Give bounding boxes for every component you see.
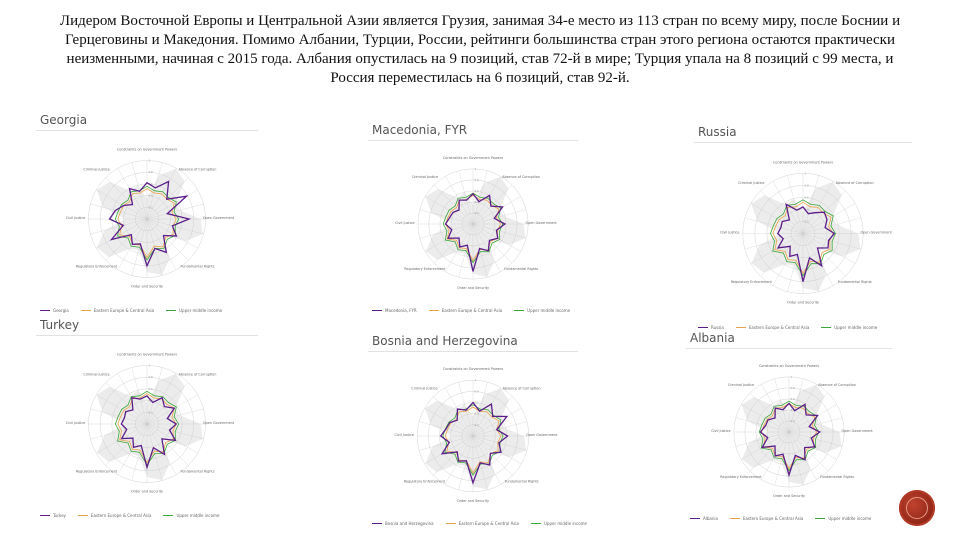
axis-label: Open Government <box>202 421 235 425</box>
axis-label: Open Government <box>841 429 873 433</box>
legend-item-country <box>40 513 66 518</box>
legend-item-country <box>40 308 69 313</box>
legend-item-region <box>429 308 502 313</box>
legend-swatch-region <box>736 327 746 329</box>
axis-label: Order and Security <box>130 284 164 289</box>
tick-label: 0.4 <box>148 194 153 198</box>
legend-swatch-country <box>690 518 700 520</box>
chart-panel-bosnia <box>368 334 587 526</box>
tick-label: 0.8 <box>474 178 479 182</box>
radar-chart <box>368 141 578 303</box>
axis-label: Civil Justice <box>394 433 414 437</box>
tick-label: 0.2 <box>474 423 479 427</box>
tick-label: 0.4 <box>790 409 795 412</box>
axis-label: Open Government <box>525 221 557 225</box>
legend-item-upper-income <box>815 516 871 521</box>
chart-title: Turkey <box>40 318 80 332</box>
legend-label: Macedonia, FYR <box>385 308 417 313</box>
legend-swatch-region <box>81 310 91 312</box>
axis-label: Order and Security <box>130 489 164 494</box>
legend-swatch-region <box>730 518 740 520</box>
legend-item-region <box>81 308 154 313</box>
tick-label: 1 <box>474 379 477 383</box>
legend-label: Eastern Europe & Central Asia <box>742 516 804 521</box>
axis-label: Order and Security <box>456 498 490 503</box>
legend-label: Eastern Europe & Central Asia <box>748 325 810 330</box>
chart-legend <box>690 516 871 521</box>
tick-label: 0.8 <box>474 390 479 394</box>
radar-chart <box>368 352 578 516</box>
tick-label: 1 <box>474 167 477 171</box>
axis-label: Civil Justice <box>395 221 415 225</box>
tick-label: 0.6 <box>474 190 479 193</box>
legend-item-country <box>690 516 718 521</box>
chart-title: Albania <box>690 331 735 345</box>
tick-label: 0.6 <box>474 401 479 405</box>
legend-label: Upper middle income <box>527 308 571 313</box>
axis-label: Criminal Justice <box>83 372 110 377</box>
axis-label: Fundamental Rights <box>504 479 539 484</box>
legend-label: Upper middle income <box>544 521 587 526</box>
axis-label: Regulatory Enforcement <box>720 475 762 479</box>
axis-label: Criminal Justice <box>83 167 110 172</box>
legend-label: Turkey <box>53 513 67 518</box>
legend-label: Upper middle income <box>834 325 878 330</box>
axis-label: Absence of Corruption <box>178 372 217 377</box>
axis-label: Absence of Corruption <box>502 175 541 179</box>
chart-legend <box>698 325 877 330</box>
legend-item-upper-income <box>514 308 570 313</box>
radar-chart <box>694 143 912 320</box>
intro-paragraph: Лидером Восточной Европы и Центральной Азии является Грузия, занимая 34-е место из 113 стран по всему миру, после Боснии и Герцеговины и Македония. Помимо Албании, Турции, России, рейтинги большинства стран этого региона остаются практически неизменными, начиная с 2015 года. Албания опустилась на 9 позиций, став 72-й в мире; Турция упала на 8 позиций с 99 места, и Россия переместилась на 6 позиций, став 92-й. <box>59 13 901 86</box>
axis-label: Open Government <box>860 230 892 235</box>
axis-label: Constraints on Government Powers <box>773 160 833 165</box>
legend-swatch-upper-income <box>166 310 176 312</box>
chart-title: Russia <box>698 125 737 139</box>
chart-legend <box>372 308 570 313</box>
axis-label: Fundamental Rights <box>837 280 872 285</box>
tick-label: 0.4 <box>474 412 479 416</box>
tick-label: 0.6 <box>804 196 809 200</box>
axis-label: Civil Justice <box>720 230 740 235</box>
legend-item-country <box>698 325 724 330</box>
legend-swatch-country <box>40 515 50 517</box>
chart-title: Macedonia, FYR <box>372 123 468 137</box>
tick-label: 1 <box>148 364 151 368</box>
legend-label: Eastern Europe & Central Asia <box>91 513 152 518</box>
chart-legend <box>40 513 219 518</box>
chart-panel-georgia <box>36 113 258 313</box>
tick-label: 1 <box>790 375 793 379</box>
legend-item-upper-income <box>821 325 877 330</box>
axis-label: Fundamental Rights <box>820 475 855 479</box>
axis-label: Constraints on Government Powers <box>759 363 819 368</box>
legend-item-region <box>730 516 803 521</box>
legend-swatch-country <box>40 310 50 312</box>
legend-swatch-upper-income <box>821 327 831 329</box>
legend-item-region <box>736 325 809 330</box>
tick-label: 0.2 <box>148 206 153 210</box>
legend-swatch-country <box>372 310 382 312</box>
legend-label: Eastern Europe & Central Asia <box>441 308 503 313</box>
chart-legend <box>40 308 222 313</box>
tick-label: 0.8 <box>148 376 153 380</box>
legend-item-region <box>78 513 151 518</box>
legend-swatch-region <box>446 523 456 525</box>
legend-label: Russia <box>711 325 724 330</box>
legend-swatch-upper-income <box>163 515 173 517</box>
axis-label: Regulatory Enforcement <box>75 469 118 474</box>
axis-label: Absence of Corruption <box>178 167 217 172</box>
axis-label: Fundamental Rights <box>180 469 215 474</box>
axis-label: Constraints on Government Powers <box>117 352 177 357</box>
legend-label: Upper middle income <box>176 513 220 518</box>
tick-label: 0.2 <box>804 220 809 224</box>
legend-item-country <box>372 521 434 526</box>
legend-label: Upper middle income <box>179 308 223 313</box>
legend-item-country <box>372 308 417 313</box>
legend-label: Eastern Europe & Central Asia <box>93 308 155 313</box>
tick-label: 0.6 <box>148 182 153 186</box>
legend-swatch-region <box>429 310 439 312</box>
axis-label: Civil Justice <box>65 421 86 425</box>
chart-panel-macedonia <box>368 123 578 313</box>
tick-label: 1 <box>804 172 807 176</box>
tick-label: 0.6 <box>148 387 153 391</box>
axis-label: Criminal Justice <box>411 386 438 391</box>
axis-label: Regulatory Enforcement <box>75 264 118 269</box>
axis-label: Absence of Corruption <box>835 180 874 185</box>
chart-panel-turkey <box>36 318 258 518</box>
legend-swatch-upper-income <box>531 523 541 525</box>
axis-label: Absence of Corruption <box>818 383 857 387</box>
legend-item-region <box>446 521 519 526</box>
axis-label: Criminal Justice <box>727 383 755 387</box>
legend-label: Eastern Europe & Central Asia <box>458 521 519 526</box>
tick-label: 0.4 <box>474 201 479 204</box>
axis-label: Civil Justice <box>65 216 86 220</box>
axis-label: Fundamental Rights <box>180 264 215 269</box>
tick-label: 1 <box>148 159 151 163</box>
legend-label: Georgia <box>53 308 69 313</box>
chart-title: Georgia <box>40 113 88 127</box>
legend-item-upper-income <box>166 308 222 313</box>
axis-label: Criminal Justice <box>738 180 765 185</box>
axis-label: Criminal Justice <box>411 175 439 179</box>
tick-label: 0.8 <box>148 171 153 175</box>
axis-label: Regulatory Enforcement <box>404 267 446 271</box>
axis-label: Order and Security <box>786 300 820 305</box>
axis-label: Constraints on Government Powers <box>443 367 503 372</box>
axis-label: Regulatory Enforcement <box>730 280 772 285</box>
axis-label: Absence of Corruption <box>502 386 541 391</box>
radar-chart <box>686 349 892 511</box>
radar-chart <box>36 336 258 508</box>
chart-panel-russia <box>694 125 912 330</box>
axis-label: Order and Security <box>772 494 806 499</box>
tick-label: 0.2 <box>790 420 795 423</box>
axis-label: Constraints on Government Powers <box>443 155 503 160</box>
tick-label: 0.6 <box>790 398 795 401</box>
axis-label: Fundamental Rights <box>504 267 539 271</box>
axis-label: Constraints on Government Powers <box>117 147 177 152</box>
legend-label: Upper middle income <box>828 516 872 521</box>
legend-label: Bosnia and Herzegovina <box>385 521 434 526</box>
tick-label: 0.2 <box>474 212 479 215</box>
axis-label: Civil Justice <box>711 429 731 433</box>
seal-logo <box>899 490 935 526</box>
tick-label: 0.8 <box>790 386 795 390</box>
legend-swatch-upper-income <box>815 518 825 520</box>
chart-title: Bosnia and Herzegovina <box>372 334 518 348</box>
legend-label: Albania <box>703 516 718 521</box>
chart-legend <box>372 521 587 526</box>
tick-label: 0.4 <box>148 399 153 403</box>
chart-panel-albania <box>686 331 892 521</box>
axis-label: Open Government <box>526 433 558 437</box>
tick-label: 0.2 <box>148 411 153 415</box>
legend-swatch-region <box>78 515 88 517</box>
legend-item-upper-income <box>163 513 219 518</box>
axis-label: Order and Security <box>456 286 490 291</box>
seal-ring <box>906 497 928 519</box>
legend-item-upper-income <box>531 521 587 526</box>
tick-label: 0.8 <box>804 184 809 188</box>
legend-swatch-country <box>698 327 708 329</box>
axis-label: Open Government <box>202 216 235 220</box>
tick-label: 0.4 <box>804 208 809 212</box>
legend-swatch-upper-income <box>514 310 524 312</box>
radar-chart <box>36 131 258 303</box>
axis-label: Regulatory Enforcement <box>403 479 446 484</box>
legend-swatch-country <box>372 523 382 525</box>
